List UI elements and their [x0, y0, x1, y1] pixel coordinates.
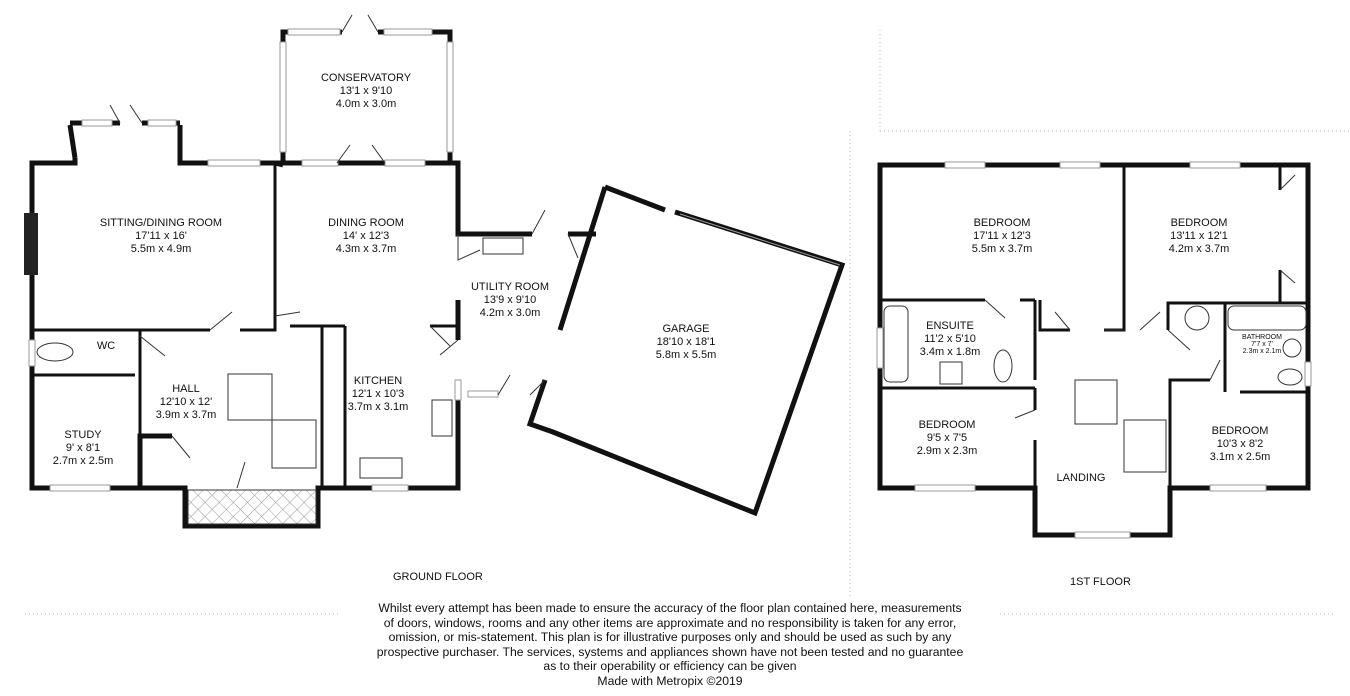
- room-ensuite: [920, 320, 981, 358]
- room-dim-imperial: 9' x 8'1: [65, 442, 101, 454]
- room-dim-metric: 3.7m x 3.1m: [347, 401, 409, 413]
- room-name: GARAGE: [662, 323, 710, 335]
- room-name: LANDING: [1056, 472, 1106, 484]
- room-name: WC: [96, 340, 116, 352]
- sink-icon: [1283, 339, 1301, 357]
- room-name: UTILITY ROOM: [470, 281, 550, 293]
- room-name: BEDROOM: [1170, 217, 1228, 229]
- ground-floor-windows: [29, 29, 498, 491]
- room-study: [53, 429, 114, 467]
- room-bedroom-2: [1169, 217, 1230, 255]
- room-dim-metric: 2.7m x 2.5m: [52, 455, 114, 467]
- room-dim-metric: 4.0m x 3.0m: [335, 98, 397, 110]
- fireplace-icon: [24, 213, 38, 275]
- toilet-icon: [994, 350, 1012, 382]
- disclaimer: [340, 601, 1000, 689]
- room-name: STUDY: [64, 429, 102, 441]
- room-dim-imperial: 10'3 x 8'2: [1216, 438, 1264, 450]
- room-hall: [156, 383, 217, 421]
- disclaimer-credit: Made with Metropix ©2019: [597, 673, 743, 688]
- stairs-icon: [1124, 420, 1166, 472]
- room-dim-metric: 5.5m x 4.9m: [130, 243, 192, 255]
- disclaimer-line: of doors, windows, rooms and any other items are approximate and no responsibility is taken for any error,: [383, 615, 957, 630]
- ground-floor-label: GROUND FLOOR: [393, 571, 483, 583]
- room-bathroom: [1242, 334, 1282, 355]
- room-name: CONSERVATORY: [320, 72, 412, 84]
- room-dim-metric: 2.9m x 2.3m: [916, 445, 978, 457]
- room-name: ENSUITE: [926, 320, 974, 332]
- room-name: BEDROOM: [918, 419, 976, 431]
- room-garage: [656, 323, 717, 361]
- sink-icon: [940, 362, 962, 384]
- room-dim-imperial: 18'10 x 18'1: [656, 336, 716, 348]
- room-utility: [471, 281, 549, 319]
- first-floor-label: 1ST FLOOR: [1070, 576, 1131, 588]
- room-dim-metric: 3.1m x 2.5m: [1209, 451, 1271, 463]
- toilet-icon: [1278, 369, 1302, 385]
- room-dining: [328, 217, 404, 255]
- room-dim-imperial: 12'1 x 10'3: [351, 388, 405, 400]
- room-dim-metric: 3.9m x 3.7m: [155, 409, 217, 421]
- room-name: DINING ROOM: [328, 217, 404, 229]
- bath-icon: [1228, 306, 1306, 330]
- room-kitchen: [348, 375, 409, 413]
- room-dim-imperial: 13'9 x 9'10: [483, 294, 537, 306]
- room-dim-imperial: 12'10 x 12': [159, 396, 213, 408]
- room-dim-imperial: 17'11 x 12'3: [973, 230, 1031, 242]
- room-dim-metric: 3.4m x 1.8m: [919, 346, 981, 358]
- sink-icon: [360, 458, 402, 478]
- room-dim-imperial: 7'7 x 7': [1251, 341, 1273, 348]
- disclaimer-line: prospective purchaser. The services, systems and appliances shown have not been tested and no guarantee: [376, 644, 964, 659]
- disclaimer-line: omission, or mis-statement. This plan is for illustrative purposes only and should be used as such by any: [388, 630, 952, 645]
- room-name: BEDROOM: [1211, 425, 1269, 437]
- hob-icon: [432, 400, 452, 436]
- room-name: BEDROOM: [973, 217, 1031, 229]
- shower-icon: [1185, 306, 1209, 330]
- room-name: SITTING/DINING ROOM: [99, 217, 223, 229]
- sink-icon: [483, 238, 523, 254]
- room-dim-imperial: 9'5 x 7'5: [926, 432, 968, 444]
- room-name: KITCHEN: [353, 375, 403, 387]
- room-bedroom-3: [917, 419, 978, 457]
- room-dim-metric: 5.5m x 3.7m: [971, 243, 1033, 255]
- bath-icon: [884, 306, 908, 382]
- room-landing: [1057, 472, 1106, 484]
- room-wc: [97, 340, 115, 352]
- stairs-icon: [272, 420, 316, 468]
- room-bedroom-1: [972, 217, 1033, 255]
- room-dim-imperial: 13'1 x 9'10: [339, 85, 393, 97]
- disclaimer-line: Whilst every attempt has been made to ensure the accuracy of the floor plan contained here, measurements: [378, 601, 962, 615]
- room-dim-metric: 4.2m x 3.7m: [1168, 243, 1230, 255]
- porch: [188, 490, 316, 524]
- room-dim-imperial: 17'11 x 16': [135, 230, 187, 242]
- room-conservatory: [321, 72, 412, 110]
- room-sitting-dining: [100, 217, 222, 255]
- room-dim-metric: 5.8m x 5.5m: [655, 349, 717, 361]
- first-floor-doors: [985, 175, 1295, 418]
- room-name: HALL: [172, 383, 200, 395]
- toilet-icon: [37, 343, 73, 361]
- stairs-icon: [1075, 380, 1117, 424]
- room-dim-metric: 4.3m x 3.7m: [335, 243, 397, 255]
- room-bedroom-4: [1210, 425, 1271, 463]
- room-dim-metric: 2.3m x 2.1m: [1242, 348, 1282, 355]
- ground-floor-walls: [32, 32, 842, 526]
- disclaimer-line: as to their operability or efficiency can be given: [543, 659, 797, 674]
- room-name: BATHROOM: [1242, 334, 1282, 341]
- room-dim-imperial: 14' x 12'3: [342, 230, 390, 242]
- room-dim-metric: 4.2m x 3.0m: [479, 307, 541, 319]
- room-dim-imperial: 13'11 x 12'1: [1170, 230, 1228, 242]
- room-dim-imperial: 11'2 x 5'10: [924, 333, 976, 345]
- stairs-icon: [228, 374, 272, 420]
